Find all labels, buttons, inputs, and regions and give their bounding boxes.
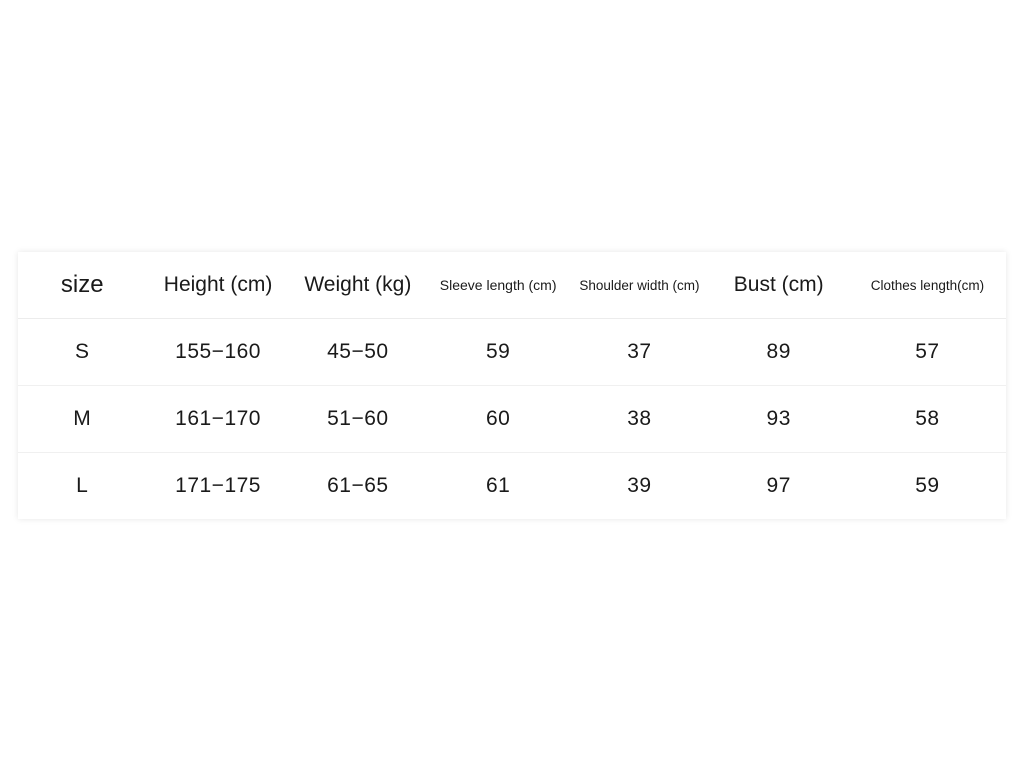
cell-clothes-length: 57 xyxy=(915,340,940,363)
cell-height: 155−160 xyxy=(175,340,261,363)
cell-bust: 97 xyxy=(766,474,791,497)
column-header-weight: Weight (kg) xyxy=(304,273,412,296)
column-header-size: size xyxy=(60,271,104,298)
cell-clothes-length: 58 xyxy=(915,407,940,430)
size-chart-card xyxy=(18,252,1006,519)
cell-sleeve-length: 61 xyxy=(485,474,511,497)
column-header-height: Height (cm) xyxy=(163,273,273,296)
cell-weight: 45−50 xyxy=(327,340,389,363)
cell-size: S xyxy=(74,340,90,363)
cell-sleeve-length: 59 xyxy=(485,340,511,363)
cell-shoulder-width: 39 xyxy=(627,474,652,497)
table-row xyxy=(18,319,1006,386)
size-chart-table xyxy=(18,252,1006,519)
cell-size: M xyxy=(73,407,92,430)
column-header-shoulder-width: Shoulder width (cm) xyxy=(579,277,700,293)
table-header xyxy=(18,252,1006,319)
cell-size: L xyxy=(76,474,89,497)
cell-sleeve-length: 60 xyxy=(485,407,511,430)
table-row xyxy=(18,386,1006,453)
column-header-sleeve-length: Sleeve length (cm) xyxy=(439,277,557,293)
column-header-bust: Bust (cm) xyxy=(733,273,824,296)
cell-bust: 93 xyxy=(766,407,791,430)
cell-clothes-length: 59 xyxy=(915,474,940,497)
cell-height: 171−175 xyxy=(175,474,261,497)
cell-weight: 61−65 xyxy=(327,474,389,497)
cell-shoulder-width: 37 xyxy=(627,340,652,363)
table-body xyxy=(18,319,1006,520)
column-header-clothes-length: Clothes length(cm) xyxy=(870,277,985,293)
cell-shoulder-width: 38 xyxy=(627,407,652,430)
table-header-row xyxy=(18,252,1006,319)
cell-bust: 89 xyxy=(766,340,791,363)
cell-weight: 51−60 xyxy=(327,407,389,430)
table-row xyxy=(18,453,1006,520)
cell-height: 161−170 xyxy=(175,407,261,430)
